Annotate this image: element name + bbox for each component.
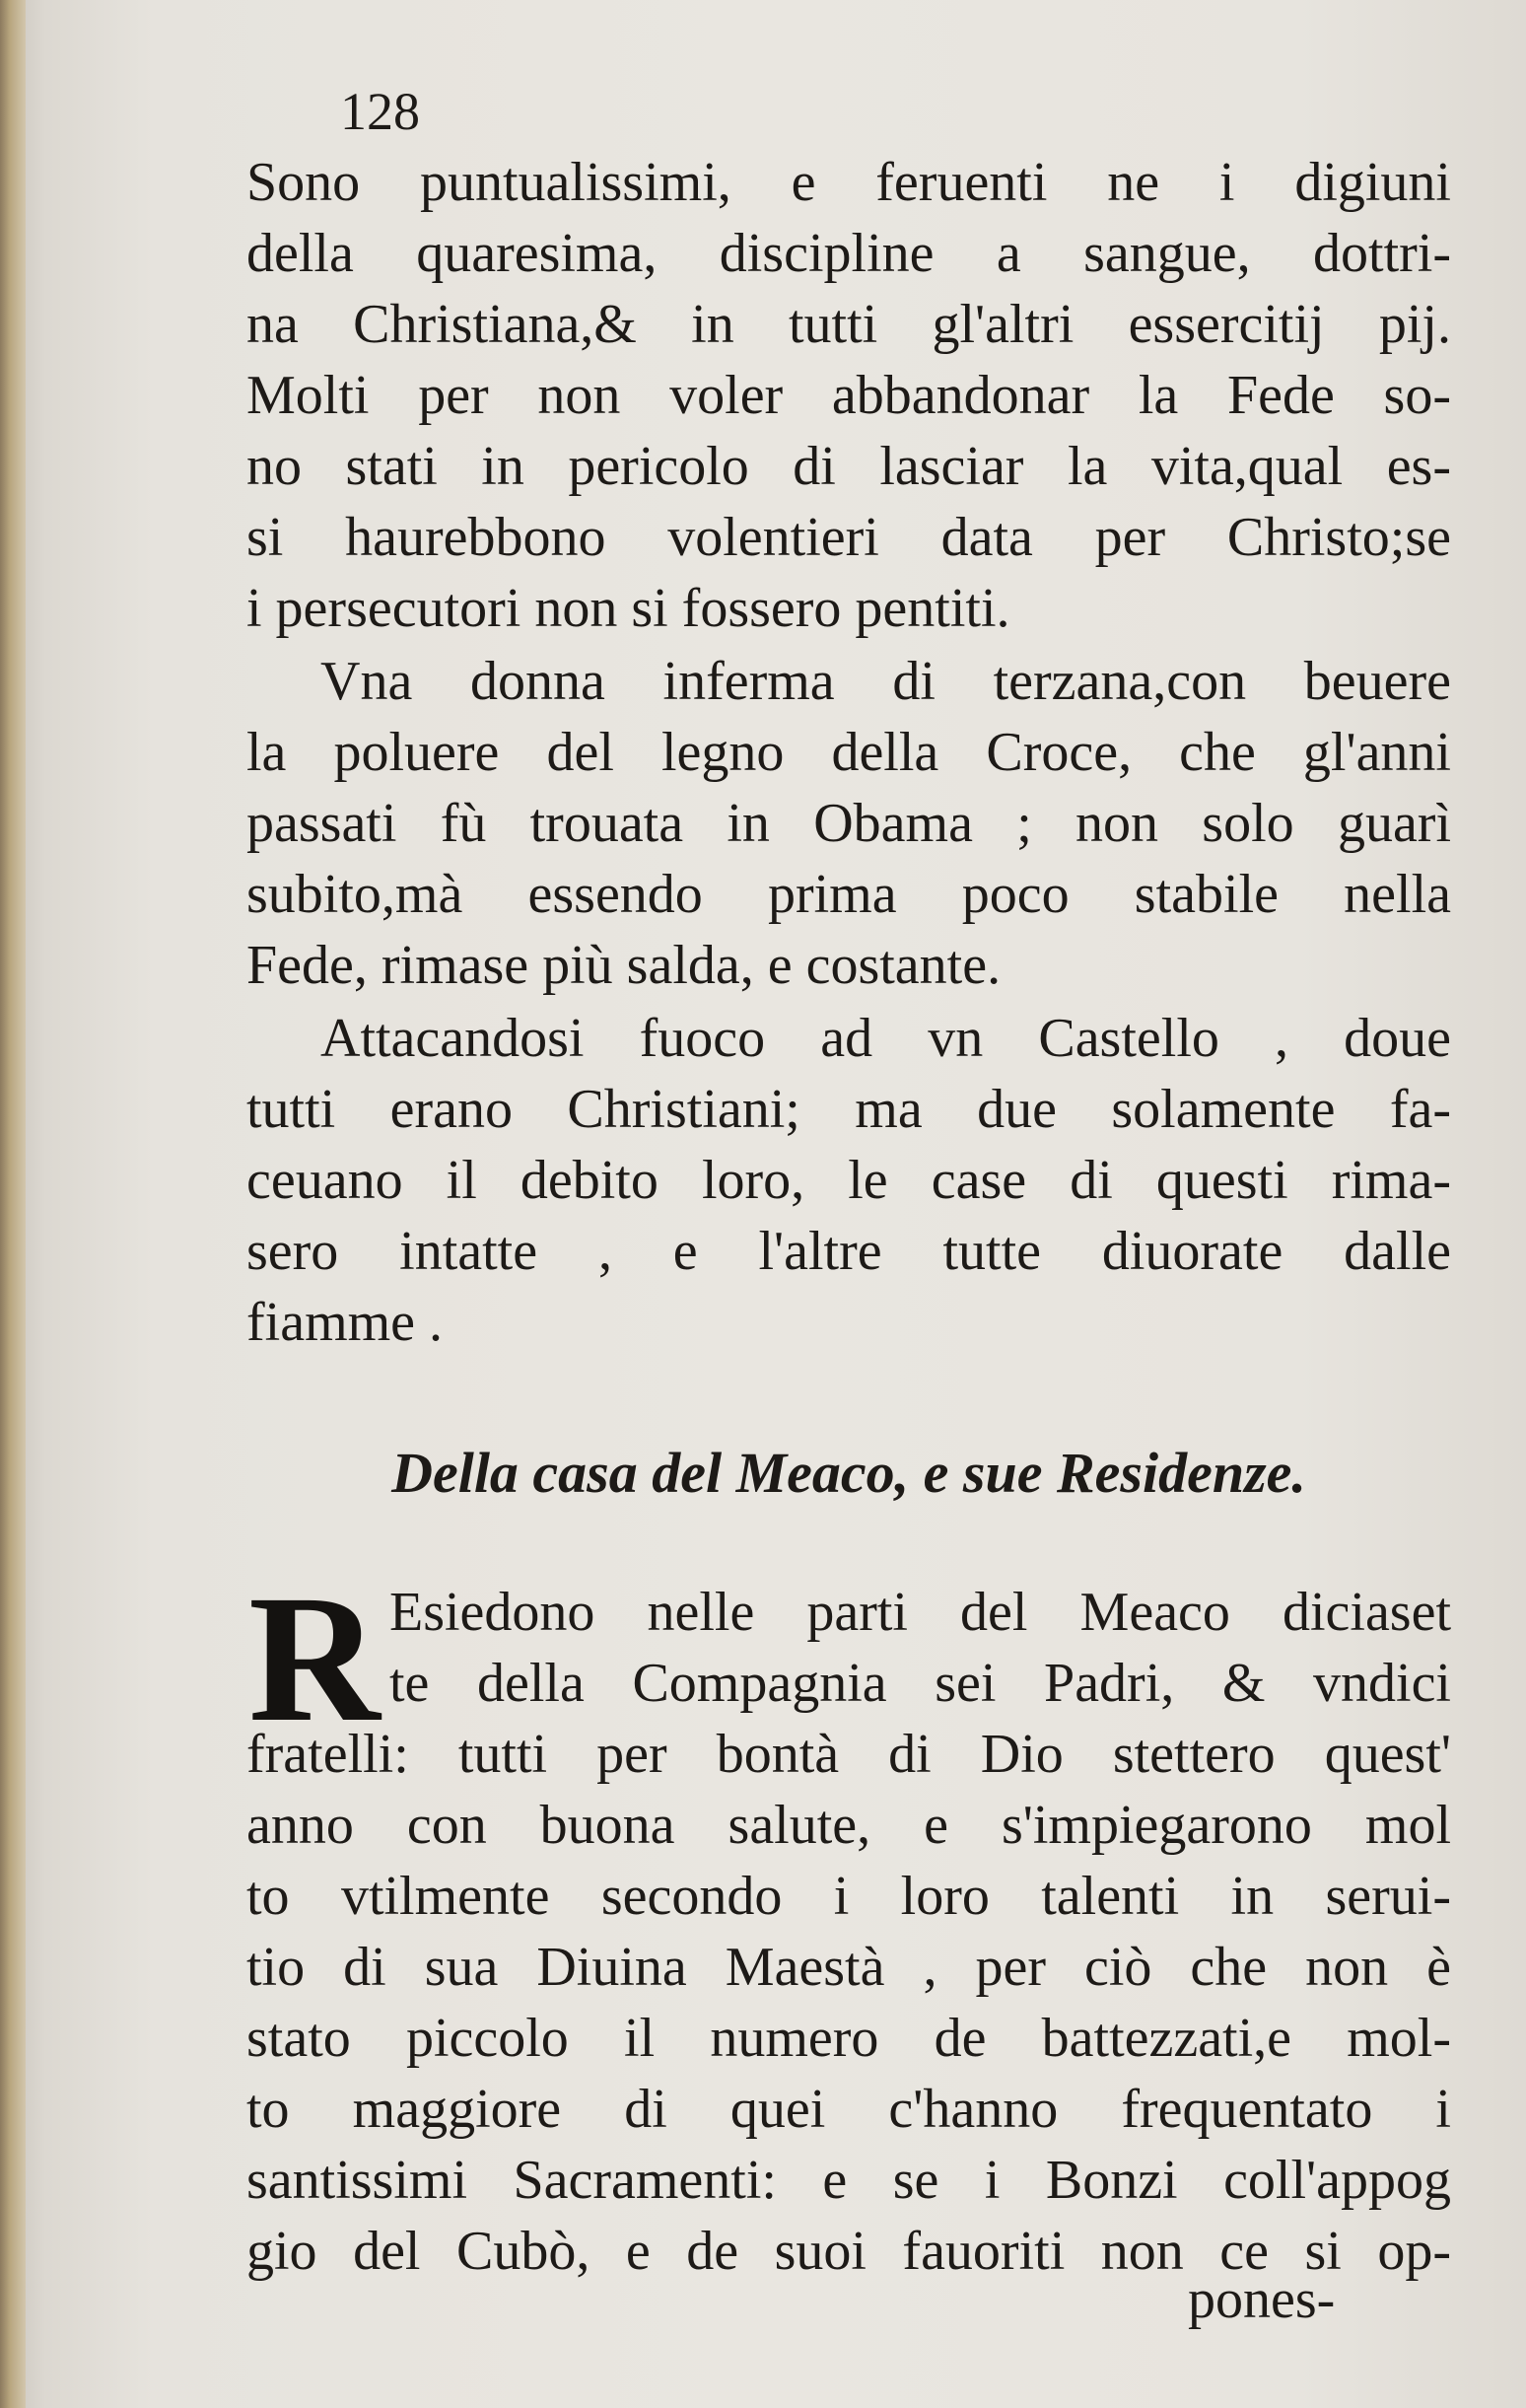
- text-line: no stati in pericolo di lasciar la vita,qual es-: [246, 436, 1451, 497]
- text-line: gio del Cubò, e de suoi fauoriti non ce si op-: [246, 2221, 1451, 2282]
- drop-cap: R: [248, 1558, 381, 1760]
- text-line: fratelli: tutti per bontà di Dio stettero quest': [246, 1724, 1451, 1785]
- text-line: i persecutori non si fossero pentiti.: [246, 578, 1010, 639]
- text-line: della quaresima, discipline a sangue, dottri-: [246, 223, 1451, 284]
- text-line: Vna donna inferma di terzana,con beuere: [320, 651, 1451, 712]
- text-line: tutti erano Christiani; ma due solamente fa-: [246, 1079, 1451, 1140]
- text-line: anno con buona salute, e s'impiegarono mol: [246, 1795, 1451, 1856]
- text-line: Esiedono nelle parti del Meaco diciaset: [389, 1582, 1451, 1643]
- text-line: Molti per non voler abbandonar la Fede so-: [246, 365, 1451, 426]
- text-line: passati fù trouata in Obama ; non solo guarì: [246, 793, 1451, 854]
- text-line: te della Compagnia sei Padri, & vndici: [389, 1653, 1451, 1714]
- text-line: Fede, rimase più salda, e costante.: [246, 935, 1002, 996]
- text-line: to maggiore di quei c'hanno frequentato i: [246, 2079, 1451, 2140]
- catchword: pones-: [1188, 2269, 1336, 2330]
- text-line: stato piccolo il numero de battezzati,e mol-: [246, 2008, 1451, 2069]
- text-line: si haurebbono volentieri data per Christo;se: [246, 507, 1451, 568]
- text-line: sero intatte , e l'altre tutte diuorate dalle: [246, 1221, 1451, 1282]
- text-line: to vtilmente secondo i loro talenti in serui-: [246, 1866, 1451, 1927]
- text-line: subito,mà essendo prima poco stabile nella: [246, 864, 1451, 925]
- text-line: Sono puntualissimi, e feruenti ne i digiuni: [246, 152, 1451, 213]
- text-line: Attacandosi fuoco ad vn Castello , doue: [320, 1008, 1451, 1069]
- page-number: 128: [340, 82, 420, 141]
- text-line: ceuano il debito loro, le case di questi rima-: [246, 1150, 1451, 1211]
- page-binding-edge: [0, 0, 26, 2408]
- section-heading: Della casa del Meaco, e sue Residenze.: [391, 1441, 1306, 1505]
- text-line: la poluere del legno della Croce, che gl'anni: [246, 722, 1451, 783]
- text-line: tio di sua Diuina Maestà , per ciò che non è: [246, 1937, 1451, 1998]
- text-line: santissimi Sacramenti: e se i Bonzi coll'appog: [246, 2150, 1451, 2211]
- text-line: na Christiana,& in tutti gl'altri essercitij pij.: [246, 294, 1451, 355]
- text-line: fiamme .: [246, 1292, 444, 1353]
